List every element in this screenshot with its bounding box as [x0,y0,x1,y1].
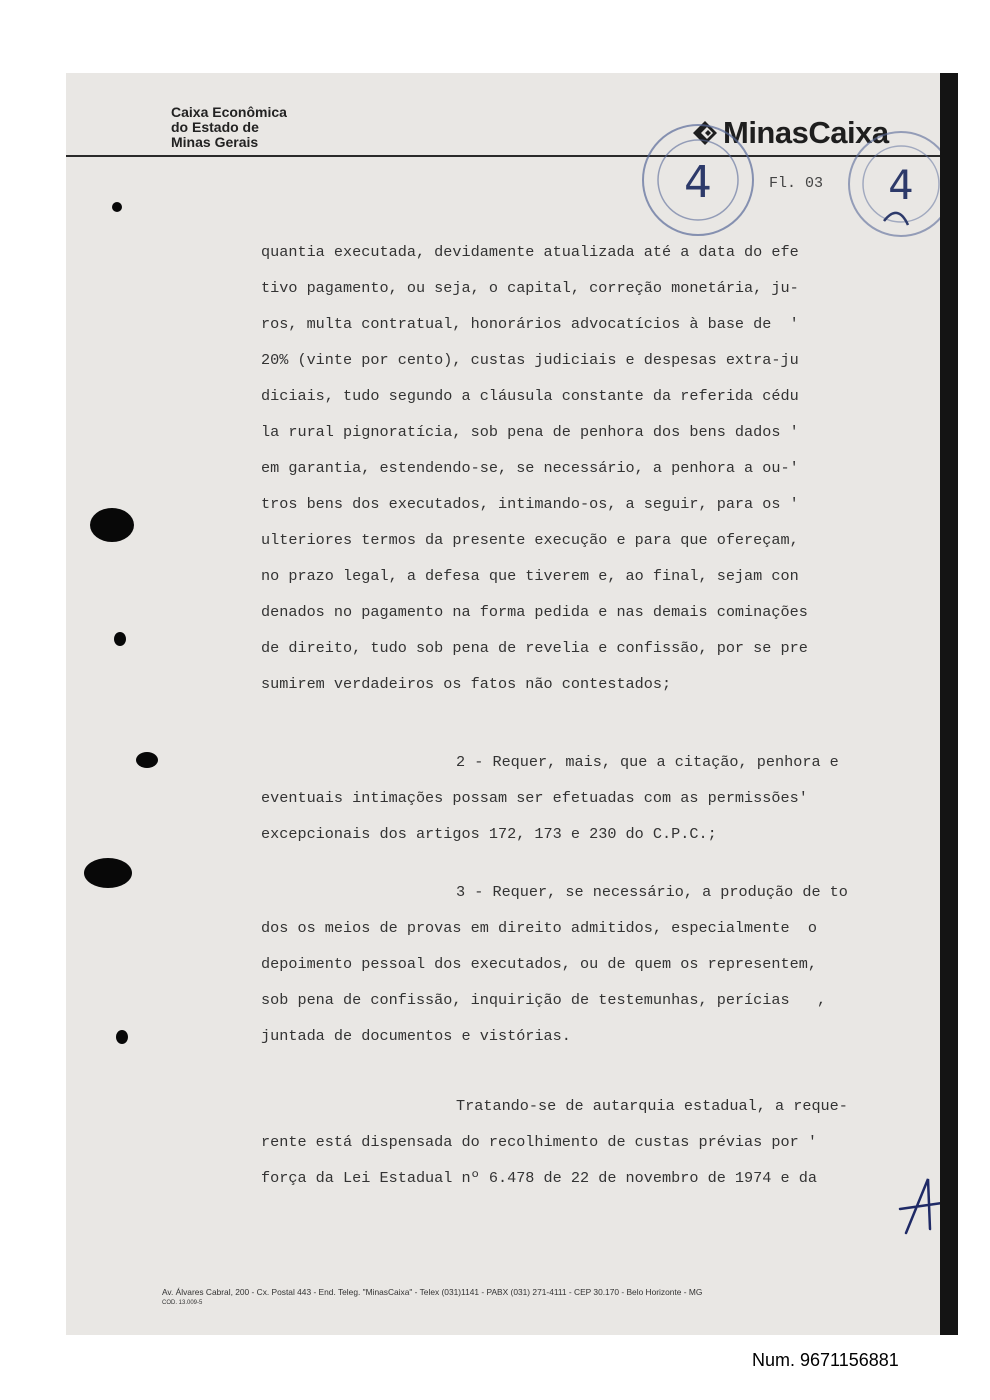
body-line: ros, multa contratual, honorários advocatícios à base de ' [261,315,799,333]
body-line: ulteriores termos da presente execução e para que ofereçam, [261,531,799,549]
closing-line: força da Lei Estadual nº 6.478 de 22 de novembro de 1974 e da [261,1169,817,1187]
binder-hole [112,202,122,212]
binder-hole [116,1030,128,1044]
item-3-line: dos os meios de provas em direito admitidos, especialmente o [261,919,817,937]
binder-hole [90,508,134,542]
bank-name-line-1: Caixa Econômica [171,104,287,120]
handwritten-initial [896,1173,946,1243]
folio-label: Fl. 03 [769,175,824,192]
closing-line: Tratando-se de autarquia estadual, a reque- [456,1097,848,1115]
sheet-shadow-edge [940,73,958,1335]
court-stamp-left [638,120,758,240]
item-3-line: sob pena de confissão, inquirição de testemunhas, perícias , [261,991,827,1009]
bank-name-line-2: do Estado de [171,119,259,135]
closing-paragraph [261,1097,921,1197]
document-number: Num. 9671156881 [752,1350,899,1370]
item-2-line: 2 - Requer, mais, que a citação, penhora e [456,753,839,771]
footer-address: Av. Álvares Cabral, 200 - Cx. Postal 443 - End. Teleg. "MinasCaixa" - Telex (031)1141 - PABX (031) 271-4111 - CEP 30.170 - Belo Horizonte - MG [162,1287,703,1297]
bank-name [171,105,371,150]
stamp-left-number: 4 [684,157,712,208]
item-2-paragraph [261,753,921,853]
closing-line: rente está dispensada do recolhimento de custas prévias por ' [261,1133,817,1151]
item-2-line: excepcionais dos artigos 172, 173 e 230 do C.P.C.; [261,825,717,843]
binder-hole [84,858,132,888]
court-stamp-right [816,129,956,249]
item-2-line: eventuais intimações possam ser efetuadas com as permissões' [261,789,808,807]
bank-name-line-3: Minas Gerais [171,134,259,150]
body-line: tivo pagamento, ou seja, o capital, correção monetária, ju- [261,279,799,297]
body-line: no prazo legal, a defesa que tiverem e, ao final, sejam con [261,567,799,585]
body-line: la rural pignoratícia, sob pena de penhora dos bens dados ' [261,423,799,441]
item-3-line: 3 - Requer, se necessário, a produção de to [456,883,848,901]
body-line: quantia executada, devidamente atualizada até a data do efe [261,243,799,261]
header-rule [66,155,942,157]
body-line: 20% (vinte por cento), custas judiciais e despesas extra-ju [261,351,799,369]
body-line: diciais, tudo segundo a cláusula constante da referida cédu [261,387,799,405]
item-3-paragraph [261,883,921,1053]
document-sheet [66,73,942,1335]
document-body [261,243,921,713]
brand-name: MinasCaixa [723,115,889,150]
binder-hole [136,752,158,768]
body-line: sumirem verdadeiros os fatos não contestados; [261,675,672,693]
body-line: de direito, tudo sob pena de revelia e confissão, por se pre [261,639,808,657]
item-3-line: depoimento pessoal dos executados, ou de quem os representem, [261,955,817,973]
item-3-line: juntada de documentos e vistórias. [261,1027,571,1045]
body-line: denados no pagamento na forma pedida e nas demais cominações [261,603,808,621]
body-line: tros bens dos executados, intimando-os, a seguir, para os ' [261,495,799,513]
body-line: em garantia, estendendo-se, se necessário, a penhora a ou-' [261,459,799,477]
footer-code: COD. 13.009-5 [162,1300,203,1306]
stamp-right-number: 4 [888,163,914,209]
binder-hole [114,632,126,646]
